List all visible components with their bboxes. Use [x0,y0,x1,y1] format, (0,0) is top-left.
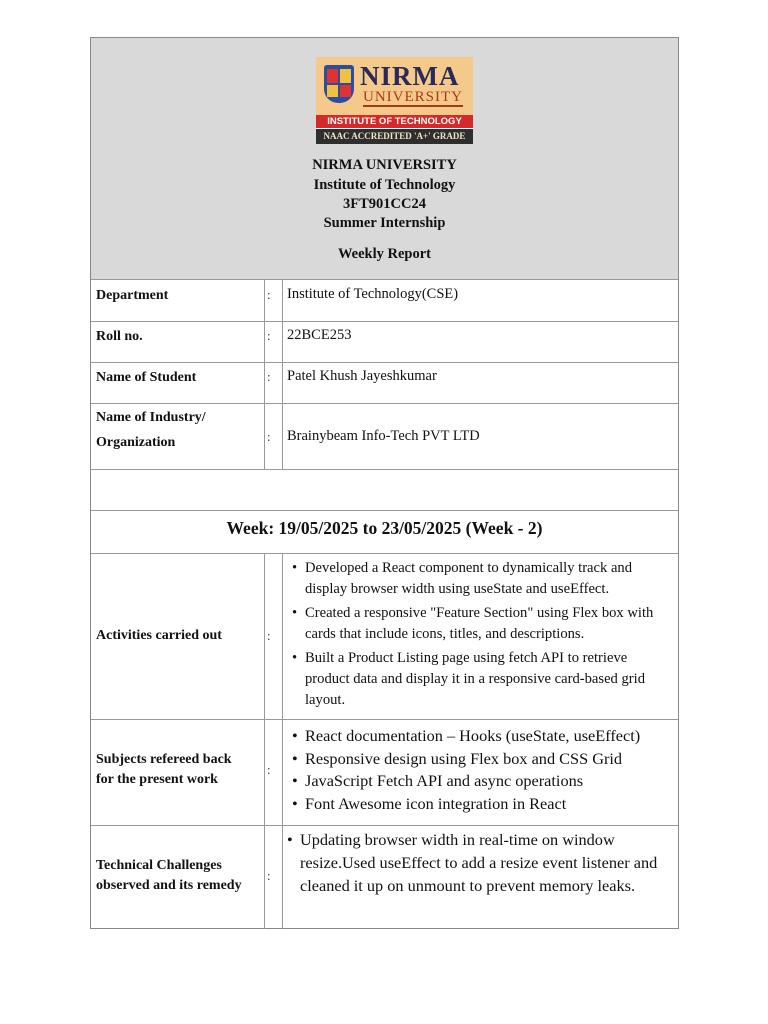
field-separator: : [267,429,271,444]
field-separator: : [267,328,271,343]
subjects-list [292,725,676,815]
field-row-roll-no [91,322,678,363]
university-logo [316,57,473,144]
program-name: Summer Internship [323,215,446,231]
subject-item: • Responsive design using Flex box and CSS Grid [292,748,676,771]
report-header [91,38,678,280]
field-separator: : [267,762,271,777]
crest-icon [324,65,354,103]
subjects-label: Subjects refereed back [96,752,232,767]
activity-item: • Created a responsive "Feature Section" using Flex box with cards that include icons, titles, and descriptions. [292,603,674,645]
challenges-row [91,826,678,929]
logo-band: INSTITUTE OF TECHNOLOGY [316,115,473,128]
subject-item: • React documentation – Hooks (useState, useEffect) [292,725,676,748]
field-label: Department [96,288,169,303]
subject-item: • JavaScript Fetch API and async operations [292,770,676,793]
field-value: Brainybeam Info-Tech PVT LTD [287,428,480,444]
logo-subtitle: UNIVERSITY [363,89,463,105]
university-name: NIRMA UNIVERSITY [312,157,457,173]
activities-list [292,558,674,714]
subject-item: • Font Awesome icon integration in React [292,793,676,816]
challenges-label-line2: observed and its remedy [96,878,242,893]
course-code: 3FT901CC24 [343,196,426,212]
report-document [90,37,679,929]
activities-label: Activities carried out [96,628,222,643]
subjects-label-line2: for the present work [96,772,218,787]
blank-row [91,470,678,511]
field-label: Name of Student [96,370,197,385]
field-row-student-name [91,363,678,404]
field-label: Name of Industry/ [96,410,206,425]
field-value: Institute of Technology(CSE) [287,286,459,302]
week-row [91,511,678,554]
field-separator: : [267,868,271,883]
field-separator: : [267,369,271,384]
field-label: Roll no. [96,329,143,344]
challenges-list [287,829,672,897]
field-row-department [91,280,678,322]
week-heading: Week: 19/05/2025 to 23/05/2025 (Week - 2) [226,518,543,538]
subjects-row [91,720,678,826]
field-value: Patel Khush Jayeshkumar [287,368,437,384]
field-separator: : [267,628,271,643]
challenge-item: • Updating browser width in real-time on window resize.Used useEffect to add a resize event listener and cleaned it up on unmount to prevent memory leaks. [287,829,672,897]
report-title: Weekly Report [337,246,432,262]
logo-name: NIRMA [360,61,460,91]
logo-grade: NAAC ACCREDITED 'A+' GRADE [316,129,473,144]
institute-name: Institute of Technology [313,177,456,193]
field-separator: : [267,287,271,302]
activity-item: • Built a Product Listing page using fetch API to retrieve product data and display it in a responsive card-based grid layout. [292,648,674,711]
field-row-organization [91,404,678,470]
field-label-line2: Organization [96,435,176,450]
activities-row [91,554,678,720]
challenges-label: Technical Challenges [96,858,222,873]
field-value: 22BCE253 [287,327,352,343]
activity-item: • Developed a React component to dynamically track and display browser width using useState and useEffect. [292,558,674,600]
